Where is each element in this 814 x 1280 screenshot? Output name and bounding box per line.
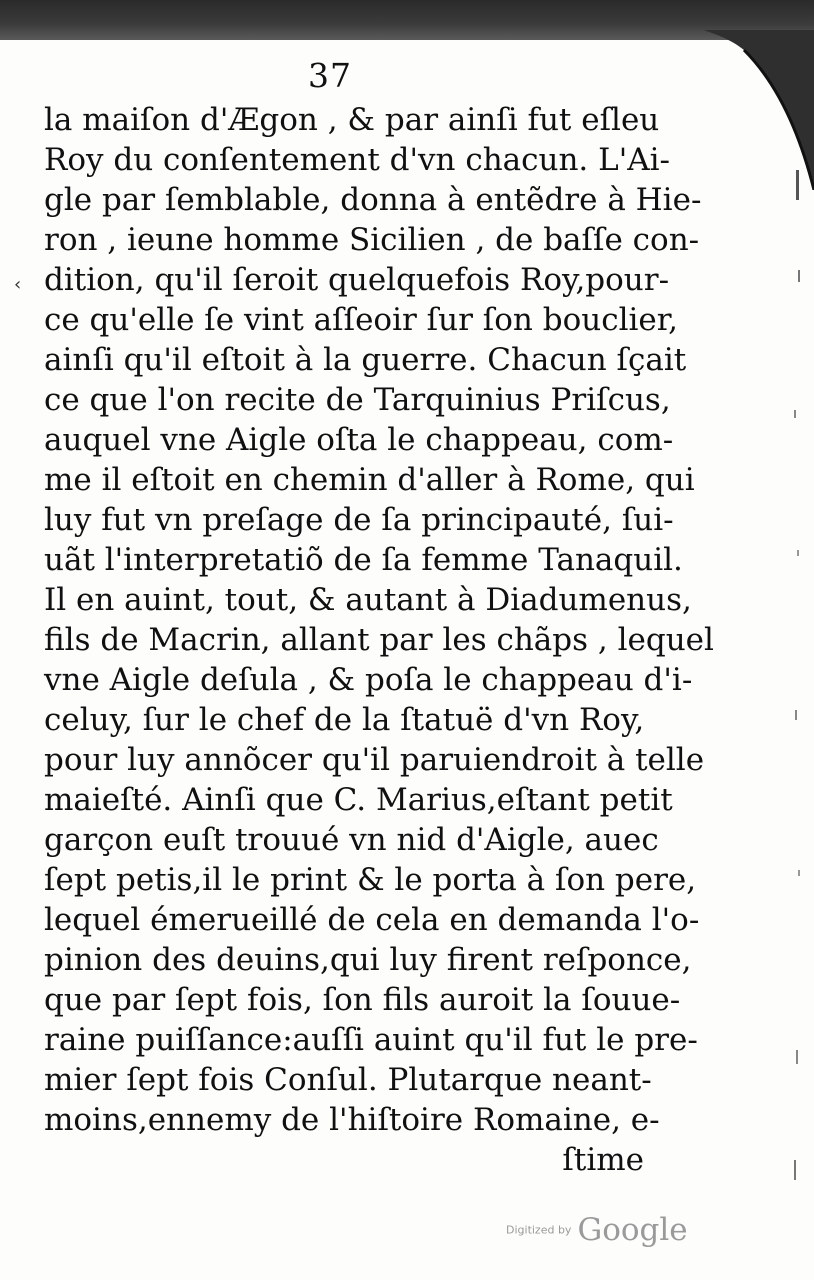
page-number: 37 xyxy=(308,56,352,95)
text-line: raine puiſſance:auſſi auint qu'il fut le pre- xyxy=(44,1022,698,1058)
body-text xyxy=(44,100,714,1180)
text-line: ſept petis,il le print & le porta à ſon pere, xyxy=(44,862,697,898)
text-line: ron , ieune homme Sicilien , de baſſe con- xyxy=(44,222,700,258)
text-line: mier ſept fois Conſul. Plutarque neant- xyxy=(44,1062,652,1098)
scan-right-edge-speckle xyxy=(788,150,806,1200)
text-line: me il eſtoit en chemin d'aller à Rome, qui xyxy=(44,462,695,498)
text-line: la maiſon d'Ægon , & par ainſi fut eſleu xyxy=(44,102,660,138)
text-line: dition, qu'il ſeroit quelquefois Roy,pour- xyxy=(44,262,670,298)
text-line: que par ſept fois, ſon fils auroit la ſouue- xyxy=(44,982,681,1018)
text-line: vne Aigle deſula , & poſa le chappeau d'i- xyxy=(44,662,693,698)
catchword: ſtime xyxy=(562,1142,644,1178)
text-line: luy fut vn preſage de ſa principauté, ſui- xyxy=(44,502,674,538)
text-line: gle par ſemblable, donna à entẽdre à Hie- xyxy=(44,182,702,218)
text-line: ce que l'on recite de Tarquinius Priſcus, xyxy=(44,382,671,418)
scan-top-shadow xyxy=(0,0,814,40)
text-line: ainſi qu'il eſtoit à la guerre. Chacun ſçait xyxy=(44,342,687,378)
text-line: ce qu'elle ſe vint aſſeoir ſur ſon bouclier, xyxy=(44,302,679,338)
text-line: maieſté. Ainſi que C. Marius,eſtant petit xyxy=(44,782,673,818)
text-line: pour luy annõcer qu'il paruiendroit à telle xyxy=(44,742,705,778)
text-line: pinion des deuins,qui luy firent reſponce, xyxy=(44,942,692,978)
text-line: lequel émerueillé de cela en demanda l'o- xyxy=(44,902,700,938)
google-logo: Google xyxy=(577,1212,688,1248)
text-line: Roy du conſentement d'vn chacun. L'Ai- xyxy=(44,142,671,178)
text-line: moins,ennemy de l'hiſtoire Romaine, e- xyxy=(44,1102,660,1138)
watermark-prefix: Digitized by xyxy=(506,1223,572,1237)
text-line: garçon euſt trouué vn nid d'Aigle, auec xyxy=(44,822,659,858)
digitized-watermark xyxy=(506,1212,688,1248)
text-line: uãt l'interpretatiõ de ſa femme Tanaquil. xyxy=(44,542,683,578)
text-line: auquel vne Aigle oſta le chappeau, com- xyxy=(44,422,674,458)
text-line: Il en auint, tout, & autant à Diadumenus, xyxy=(44,582,692,618)
margin-mark: ‹ xyxy=(14,274,22,295)
text-line: fils de Macrin, allant par les chãps , lequel xyxy=(44,622,714,658)
text-line: celuy, ſur le chef de la ſtatuë d'vn Roy, xyxy=(44,702,645,738)
